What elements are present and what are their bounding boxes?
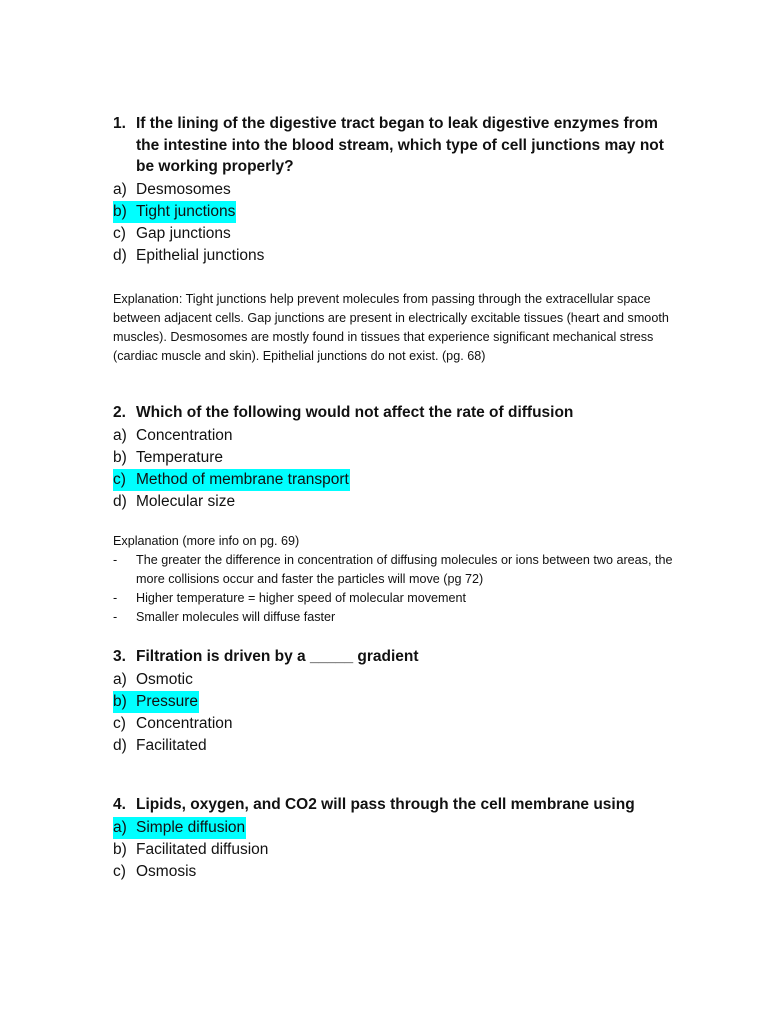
option-letter: c)	[113, 863, 126, 881]
option-text: Epithelial junctions	[136, 247, 265, 265]
question-3-heading	[113, 646, 683, 668]
question-text: Which of the following would not affect the rate of diffusion	[136, 404, 574, 421]
option-text: Gap junctions	[136, 225, 231, 243]
answer-option-b	[113, 839, 683, 861]
answer-option-d	[113, 245, 683, 267]
question-number: 2.	[113, 404, 126, 421]
explanation-2-intro: Explanation (more info on pg. 69)	[113, 534, 300, 548]
option-text: Osmosis	[136, 863, 197, 881]
option-letter: b)	[113, 840, 127, 858]
answer-option-c	[113, 861, 683, 883]
question-2	[113, 402, 683, 514]
option-text: Facilitated diffusion	[136, 840, 269, 858]
question-2-heading	[113, 402, 683, 424]
question-number: 1.	[113, 115, 126, 132]
option-text: Facilitated	[136, 737, 207, 755]
option-letter: a)	[113, 426, 127, 444]
option-text: Tight junctions	[136, 202, 236, 220]
option-letter: d)	[113, 247, 127, 265]
question-4	[113, 794, 683, 883]
question-number: 4.	[113, 796, 126, 813]
option-text: Method of membrane transport	[136, 471, 349, 489]
answer-options	[113, 425, 683, 514]
explanation-bullet	[113, 551, 679, 589]
answer-option-a	[113, 425, 683, 447]
explanation-2-bullets	[113, 551, 679, 627]
question-4-heading	[113, 794, 683, 816]
option-letter: a)	[113, 180, 127, 198]
option-letter: c)	[113, 225, 126, 243]
bullet-marker: -	[113, 610, 118, 624]
bullet-marker: -	[113, 591, 118, 605]
bullet-text: The greater the difference in concentration of diffusing molecules or ions between two areas, the more collisions occur and faster the particles will move (pg 72)	[136, 553, 673, 586]
question-3	[113, 646, 683, 758]
answer-option-d	[113, 735, 683, 757]
option-text: Pressure	[136, 692, 199, 710]
bullet-marker: -	[113, 553, 118, 567]
option-text: Simple diffusion	[136, 818, 246, 836]
question-number: 3.	[113, 648, 126, 665]
question-1	[113, 113, 683, 268]
option-text: Concentration	[136, 715, 233, 733]
answer-option-b-correct	[113, 201, 683, 223]
answer-options	[113, 669, 683, 758]
bullet-text: Higher temperature = higher speed of molecular movement	[136, 591, 467, 605]
answer-option-d	[113, 491, 683, 513]
explanation-bullet	[113, 589, 679, 608]
option-text: Concentration	[136, 426, 233, 444]
question-text: Filtration is driven by a _____ gradient	[136, 648, 419, 665]
option-letter: b)	[113, 448, 127, 466]
option-letter: d)	[113, 737, 127, 755]
option-text: Osmotic	[136, 670, 193, 688]
option-letter: a)	[113, 670, 127, 688]
answer-option-a	[113, 179, 683, 201]
option-text: Molecular size	[136, 493, 236, 511]
answer-option-a-correct	[113, 817, 683, 839]
answer-option-c	[113, 223, 683, 245]
bullet-text: Smaller molecules will diffuse faster	[136, 610, 336, 624]
option-letter: d)	[113, 493, 127, 511]
answer-option-b-correct	[113, 691, 683, 713]
option-letter: b)	[113, 202, 127, 220]
option-text: Temperature	[136, 448, 224, 466]
question-1-heading	[113, 113, 683, 178]
answer-option-c-correct	[113, 469, 683, 491]
explanation-2	[113, 532, 679, 627]
answer-options	[113, 179, 683, 268]
answer-option-a	[113, 669, 683, 691]
question-text: Lipids, oxygen, and CO2 will pass through the cell membrane using	[136, 796, 635, 813]
option-letter: c)	[113, 471, 126, 489]
question-text: If the lining of the digestive tract began to leak digestive enzymes from the intestine into the blood stream, which type of cell junctions may not be working properly?	[136, 115, 664, 175]
option-letter: b)	[113, 692, 127, 710]
answer-option-c	[113, 713, 683, 735]
explanation-1: Explanation: Tight junctions help prevent molecules from passing through the extracellular space between adjacent cells. Gap junctions are present in electrically excitable tissues (heart and smooth muscles). Desmosomes are mostly found in tissues that experience significant mechanical stress (cardiac muscle and skin). Epithelial junctions do not exist. (pg. 68)	[113, 292, 669, 363]
option-text: Desmosomes	[136, 180, 231, 198]
explanation-bullet	[113, 608, 679, 627]
answer-option-b	[113, 447, 683, 469]
option-letter: a)	[113, 818, 127, 836]
answer-options	[113, 817, 683, 884]
option-letter: c)	[113, 715, 126, 733]
